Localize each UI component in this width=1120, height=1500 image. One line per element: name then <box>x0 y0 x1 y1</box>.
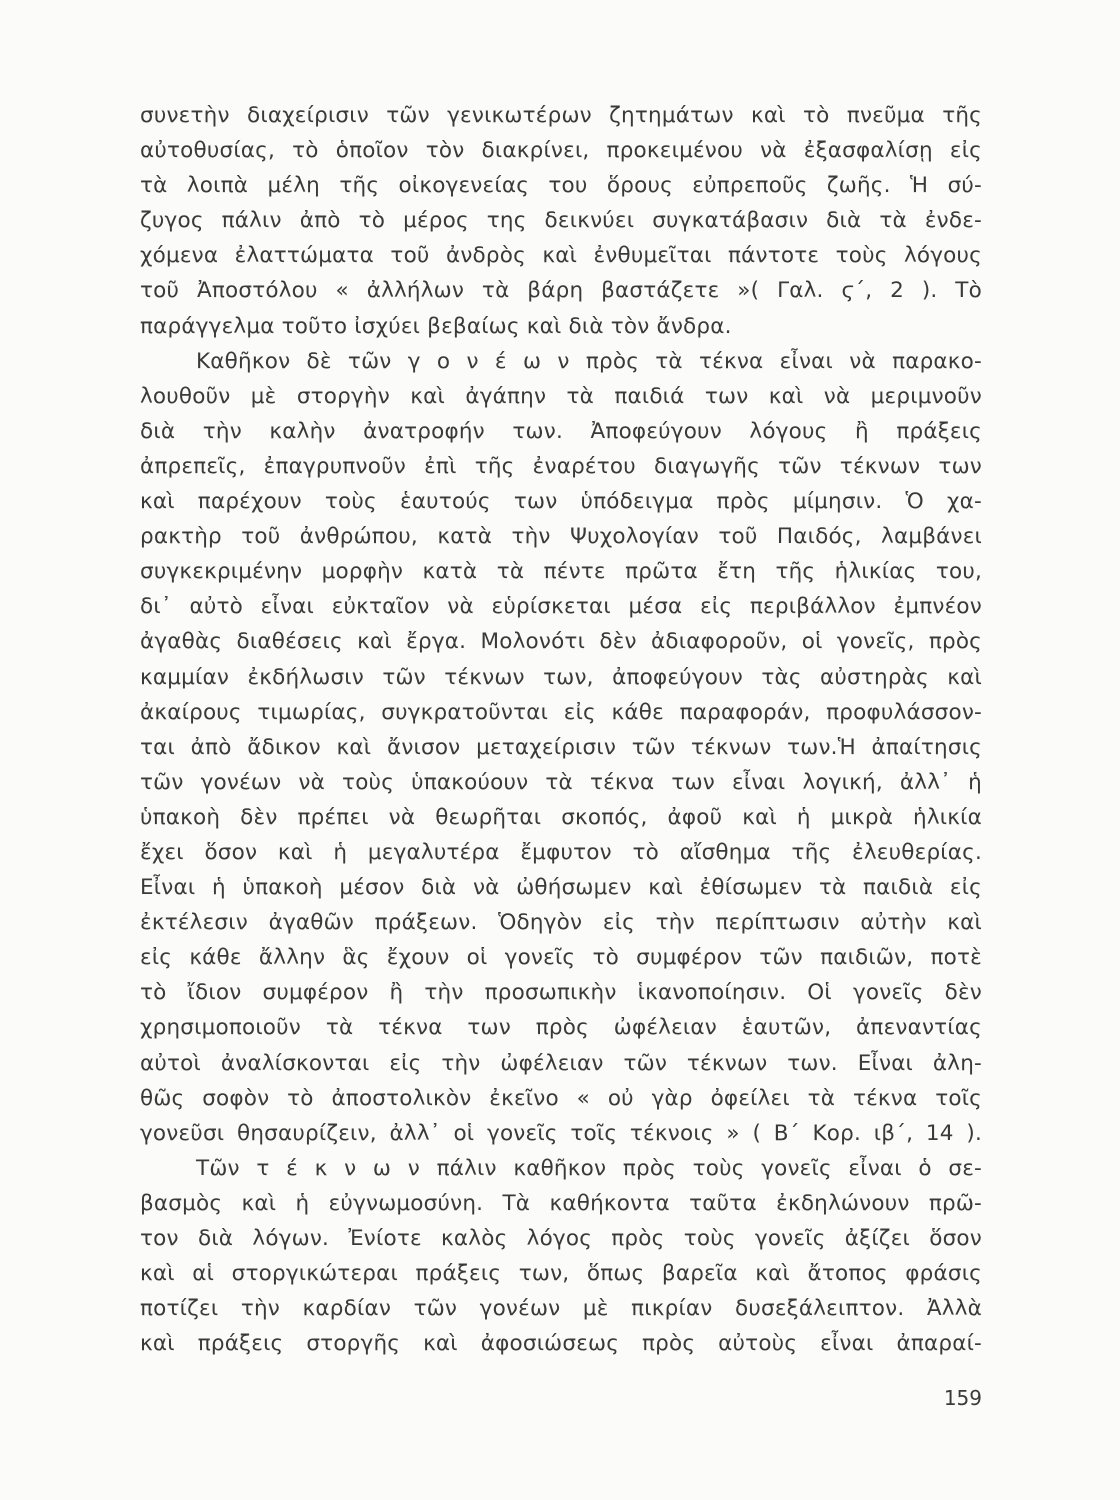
page-number: 159 <box>943 1386 982 1410</box>
paragraph-start-line: Τῶν τ έ κ ν ω ν πάλιν καθῆκον πρὸς τοὺς γονεῖς εἶναι ὁ σε- <box>196 1155 982 1181</box>
text-line: Εἶναι ἡ ὑπακοὴ μέσον διὰ νὰ ὠθήσωμεν καὶ ἐθίσωμεν τὰ παιδιὰ εἰς <box>140 875 982 901</box>
text-line: καὶ αἱ στοργικώτεραι πράξεις των, ὅπως βαρεῖα καὶ ἄτοπος φράσις <box>140 1261 982 1287</box>
text-line: ρακτὴρ τοῦ ἀνθρώπου, κατὰ τὴν Ψυχολογίαν τοῦ Παιδός, λαμβάνει <box>140 524 982 550</box>
text-line: αὐτοθυσίας, τὸ ὁποῖον τὸν διακρίνει, προκειμένου νὰ ἐξασφαλίσῃ εἰς <box>140 138 982 164</box>
text-line: χόμενα ἐλαττώματα τοῦ ἀνδρὸς καὶ ἐνθυμεῖται πάντοτε τοὺς λόγους <box>140 243 982 269</box>
text-line: τῶν γονέων νὰ τοὺς ὑπακούουν τὰ τέκνα των εἶναι λογική, ἀλλ᾽ ἡ <box>140 769 982 795</box>
text-line: ζυγος πάλιν ἀπὸ τὸ μέρος της δεικνύει συγκατάβασιν διὰ τὰ ἐνδε- <box>140 208 982 234</box>
text-line: ἀγαθὰς διαθέσεις καὶ ἔργα. Μολονότι δὲν ἀδιαφοροῦν, οἱ γονεῖς, πρὸς <box>140 629 982 655</box>
text-line: τοῦ Ἀποστόλου « ἀλλήλων τὰ βάρη βαστάζετε »( Γαλ. ϛ΄, 2 ). Τὸ <box>140 278 982 304</box>
text-line: αὐτοὶ ἀναλίσκονται εἰς τὴν ὠφέλειαν τῶν τέκνων των. Εἶναι ἀλη- <box>140 1050 982 1076</box>
text-line: χρησιμοποιοῦν τὰ τέκνα των πρὸς ὠφέλειαν ἑαυτῶν, ἀπεναντίας <box>140 1015 982 1041</box>
text-line: παράγγελμα τοῦτο ἰσχύει βεβαίως καὶ διὰ τὸν ἄνδρα. <box>140 313 732 339</box>
text-line: ται ἀπὸ ἄδικον καὶ ἄνισον μεταχείρισιν τῶν τέκνων των.Ἡ ἀπαίτησις <box>140 734 982 760</box>
text-line: βασμὸς καὶ ἡ εὐγνωμοσύνη. Τὰ καθήκοντα ταῦτα ἐκδηλώνουν πρῶ- <box>140 1190 982 1216</box>
text-line: τὸ ἴδιον συμφέρον ἢ τὴν προσωπικὴν ἱκανοποίησιν. Οἱ γονεῖς δὲν <box>140 980 982 1006</box>
body-text <box>140 98 982 1361</box>
text-line: ἀκαίρους τιμωρίας, συγκρατοῦνται εἰς κάθε παραφοράν, προφυλάσσον- <box>140 699 982 725</box>
text-line: ἐκτέλεσιν ἀγαθῶν πράξεων. Ὁδηγὸν εἰς τὴν περίπτωσιν αὐτὴν καὶ <box>140 910 982 936</box>
text-line: καὶ πράξεις στοργῆς καὶ ἀφοσιώσεως πρὸς αὐτοὺς εἶναι ἀπαραί- <box>140 1331 982 1357</box>
text-line: λουθοῦν μὲ στοργὴν καὶ ἀγάπην τὰ παιδιά των καὶ νὰ μεριμνοῦν <box>140 383 982 409</box>
text-line: καμμίαν ἐκδήλωσιν τῶν τέκνων των, ἀποφεύγουν τὰς αὐστηρὰς καὶ <box>140 664 982 690</box>
text-line: συνετὴν διαχείρισιν τῶν γενικωτέρων ζητημάτων καὶ τὸ πνεῦμα τῆς <box>140 103 982 128</box>
text-line: ἔχει ὅσον καὶ ἡ μεγαλυτέρα ἔμφυτον τὸ αἴσθημα τῆς ἐλευθερίας. <box>140 839 982 865</box>
text-line: γονεῦσι θησαυρίζειν, ἀλλ᾽ οἱ γονεῖς τοῖς τέκνοις » ( Β΄ Κορ. ιβ΄, 14 ). <box>140 1120 982 1146</box>
text-line: ποτίζει τὴν καρδίαν τῶν γονέων μὲ πικρίαν δυσεξάλειπτον. Ἀλλὰ <box>140 1296 982 1322</box>
text-line: τον διὰ λόγων. Ἐνίοτε καλὸς λόγος πρὸς τοὺς γονεῖς ἀξίζει ὅσον <box>140 1226 982 1251</box>
text-line: διὰ τὴν καλὴν ἀνατροφήν των. Ἀποφεύγουν λόγους ἢ πράξεις <box>140 418 982 444</box>
text-line: ὑπακοὴ δὲν πρέπει νὰ θεωρῆται σκοπός, ἀφοῦ καὶ ἡ μικρὰ ἡλικία <box>140 804 982 830</box>
text-line: ἀπρεπεῖς, ἐπαγρυπνοῦν ἐπὶ τῆς ἐναρέτου διαγωγῆς τῶν τέκνων των <box>140 453 982 479</box>
text-line: δι᾽ αὐτὸ εἶναι εὐκταῖον νὰ εὑρίσκεται μέσα εἰς περιβάλλον ἐμπνέον <box>140 594 982 620</box>
text-line: εἰς κάθε ἄλλην ἃς ἔχουν οἱ γονεῖς τὸ συμφέρον τῶν παιδιῶν, ποτὲ <box>140 945 982 971</box>
text-line: τὰ λοιπὰ μέλη τῆς οἰκογενείας του ὅρους εὐπρεποῦς ζωῆς. Ἡ σύ- <box>140 173 982 199</box>
text-line: καὶ παρέχουν τοὺς ἑαυτούς των ὑπόδειγμα πρὸς μίμησιν. Ὁ χα- <box>140 489 982 515</box>
text-line: συγκεκριμένην μορφὴν κατὰ τὰ πέντε πρῶτα ἔτη τῆς ἡλικίας του, <box>140 559 982 585</box>
text-line: θῶς σοφὸν τὸ ἀποστολικὸν ἐκεῖνο « οὐ γὰρ ὀφείλει τὰ τέκνα τοῖς <box>140 1085 982 1111</box>
paragraph-start-line: Καθῆκον δὲ τῶν γ ο ν έ ω ν πρὸς τὰ τέκνα εἶναι νὰ παρακο- <box>196 348 982 374</box>
